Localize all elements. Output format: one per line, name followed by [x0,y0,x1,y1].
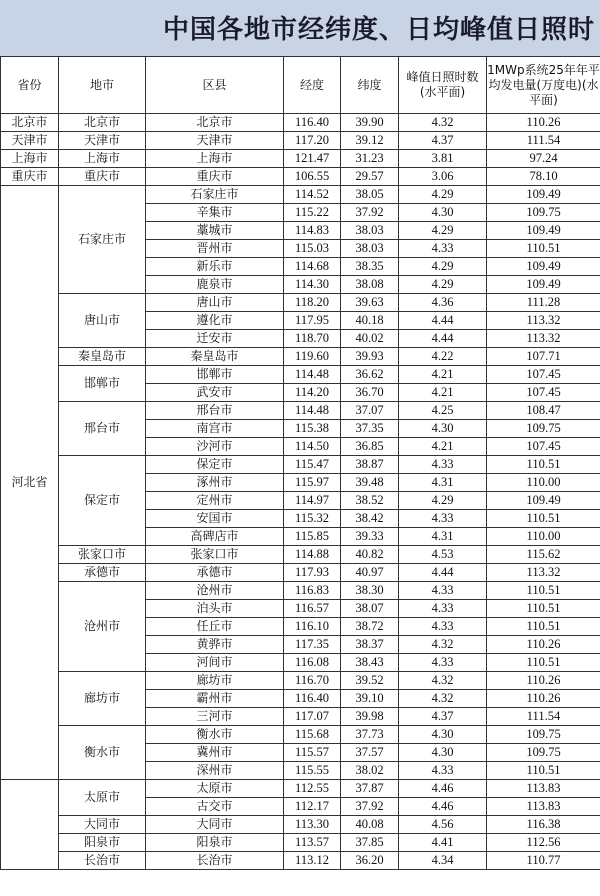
cell-longitude: 115.97 [284,474,341,492]
cell-city: 邯郸市 [59,366,146,402]
cell-latitude: 38.05 [341,186,399,204]
cell-latitude: 36.20 [341,852,399,870]
cell-county: 承德市 [146,564,284,582]
cell-longitude: 116.08 [284,654,341,672]
cell-sun-hours: 4.32 [399,636,487,654]
cell-power: 110.51 [487,456,600,474]
cell-county: 河间市 [146,654,284,672]
cell-county: 辛集市 [146,204,284,222]
cell-longitude: 116.40 [284,690,341,708]
cell-sun-hours: 4.44 [399,564,487,582]
cell-sun-hours: 4.33 [399,456,487,474]
cell-latitude: 38.42 [341,510,399,528]
cell-power: 111.54 [487,708,600,726]
cell-longitude: 116.40 [284,114,341,132]
cell-latitude: 36.62 [341,366,399,384]
cell-longitude: 117.93 [284,564,341,582]
cell-power: 110.51 [487,510,600,528]
cell-county: 藁城市 [146,222,284,240]
cell-county: 涿州市 [146,474,284,492]
cell-longitude: 115.85 [284,528,341,546]
cell-county: 冀州市 [146,744,284,762]
cell-city: 承德市 [59,564,146,582]
cell-sun-hours: 4.30 [399,204,487,222]
cell-longitude: 114.30 [284,276,341,294]
cell-power: 110.26 [487,690,600,708]
cell-latitude: 38.03 [341,240,399,258]
cell-city: 唐山市 [59,294,146,348]
table-row [1,168,600,186]
cell-latitude: 36.70 [341,384,399,402]
cell-power: 78.10 [487,168,600,186]
cell-province: 河北省 [1,186,59,780]
cell-county: 古交市 [146,798,284,816]
cell-power: 107.45 [487,366,600,384]
cell-county: 霸州市 [146,690,284,708]
cell-latitude: 37.73 [341,726,399,744]
cell-longitude: 114.52 [284,186,341,204]
table-row [1,834,600,852]
cell-county: 衡水市 [146,726,284,744]
cell-latitude: 40.02 [341,330,399,348]
cell-longitude: 114.97 [284,492,341,510]
cell-city: 廊坊市 [59,672,146,726]
table-row [1,456,600,474]
cell-county: 太原市 [146,780,284,798]
table-row [1,780,600,798]
cell-city: 张家口市 [59,546,146,564]
cell-city: 太原市 [59,780,146,816]
cell-longitude: 114.20 [284,384,341,402]
cell-power: 113.83 [487,780,600,798]
cell-sun-hours: 4.33 [399,618,487,636]
cell-power: 109.75 [487,420,600,438]
cell-latitude: 40.82 [341,546,399,564]
table-row [1,816,600,834]
cell-longitude: 115.22 [284,204,341,222]
header-row [1,57,600,114]
cell-sun-hours: 4.37 [399,132,487,150]
cell-power: 116.38 [487,816,600,834]
cell-county: 高碑店市 [146,528,284,546]
cell-sun-hours: 4.33 [399,654,487,672]
cell-sun-hours: 3.06 [399,168,487,186]
cell-county: 泊头市 [146,600,284,618]
table-row [1,132,600,150]
cell-sun-hours: 4.30 [399,744,487,762]
cell-county: 南宫市 [146,420,284,438]
cell-power: 110.51 [487,762,600,780]
cell-latitude: 37.87 [341,780,399,798]
cell-longitude: 115.57 [284,744,341,762]
cell-county: 天津市 [146,132,284,150]
cell-latitude: 38.30 [341,582,399,600]
cell-province: 北京市 [1,114,59,132]
cell-latitude: 37.07 [341,402,399,420]
cell-longitude: 112.55 [284,780,341,798]
cell-city: 石家庄市 [59,186,146,294]
header-longitude: 经度 [284,57,341,114]
cell-latitude: 29.57 [341,168,399,186]
cell-county: 三河市 [146,708,284,726]
cell-power: 110.00 [487,528,600,546]
cell-latitude: 38.02 [341,762,399,780]
cell-latitude: 37.35 [341,420,399,438]
cell-longitude: 115.68 [284,726,341,744]
cell-power: 107.45 [487,384,600,402]
cell-sun-hours: 4.53 [399,546,487,564]
cell-province: 重庆市 [1,168,59,186]
cell-sun-hours: 4.32 [399,672,487,690]
cell-longitude: 117.95 [284,312,341,330]
cell-power: 97.24 [487,150,600,168]
table-row [1,366,600,384]
cell-county: 沧州市 [146,582,284,600]
cell-power: 109.75 [487,204,600,222]
cell-longitude: 113.30 [284,816,341,834]
cell-latitude: 40.97 [341,564,399,582]
cell-county: 阳泉市 [146,834,284,852]
cell-county: 长治市 [146,852,284,870]
cell-power: 113.32 [487,312,600,330]
cell-city: 沧州市 [59,582,146,672]
cell-power: 115.62 [487,546,600,564]
table-row [1,582,600,600]
cell-sun-hours: 4.29 [399,222,487,240]
cell-power: 107.45 [487,438,600,456]
cell-latitude: 38.37 [341,636,399,654]
cell-power: 108.47 [487,402,600,420]
cell-sun-hours: 4.30 [399,726,487,744]
cell-longitude: 112.17 [284,798,341,816]
cell-power: 113.83 [487,798,600,816]
cell-sun-hours: 4.33 [399,510,487,528]
cell-longitude: 118.70 [284,330,341,348]
cell-power: 109.49 [487,258,600,276]
cell-sun-hours: 4.33 [399,582,487,600]
cell-latitude: 38.43 [341,654,399,672]
cell-city: 重庆市 [59,168,146,186]
cell-county: 大同市 [146,816,284,834]
cell-county: 遵化市 [146,312,284,330]
table-row [1,852,600,870]
cell-county: 鹿泉市 [146,276,284,294]
table-row [1,402,600,420]
cell-sun-hours: 4.21 [399,384,487,402]
cell-sun-hours: 4.37 [399,708,487,726]
cell-longitude: 118.20 [284,294,341,312]
cell-city: 北京市 [59,114,146,132]
cell-county: 北京市 [146,114,284,132]
cell-latitude: 38.87 [341,456,399,474]
cell-longitude: 114.50 [284,438,341,456]
cell-longitude: 115.38 [284,420,341,438]
header-sun-hours: 峰值日照时数(水平面) [399,57,487,114]
cell-county: 廊坊市 [146,672,284,690]
cell-power: 110.26 [487,672,600,690]
cell-sun-hours: 3.81 [399,150,487,168]
cell-latitude: 38.03 [341,222,399,240]
cell-longitude: 113.57 [284,834,341,852]
cell-latitude: 39.33 [341,528,399,546]
cell-longitude: 116.57 [284,600,341,618]
cell-sun-hours: 4.32 [399,114,487,132]
cell-power: 109.49 [487,186,600,204]
cell-sun-hours: 4.30 [399,420,487,438]
cell-county: 迁安市 [146,330,284,348]
cell-sun-hours: 4.44 [399,330,487,348]
cell-province [1,780,59,870]
cell-latitude: 38.52 [341,492,399,510]
cell-longitude: 116.10 [284,618,341,636]
cell-sun-hours: 4.25 [399,402,487,420]
cell-sun-hours: 4.29 [399,276,487,294]
cell-city: 天津市 [59,132,146,150]
cell-county: 沙河市 [146,438,284,456]
cell-city: 保定市 [59,456,146,546]
cell-sun-hours: 4.44 [399,312,487,330]
header-city: 地市 [59,57,146,114]
cell-power: 109.49 [487,222,600,240]
cell-county: 张家口市 [146,546,284,564]
cell-sun-hours: 4.29 [399,492,487,510]
table-row [1,294,600,312]
cell-latitude: 37.92 [341,204,399,222]
cell-latitude: 39.12 [341,132,399,150]
cell-county: 深州市 [146,762,284,780]
cell-city: 阳泉市 [59,834,146,852]
cell-latitude: 38.08 [341,276,399,294]
cell-power: 109.75 [487,744,600,762]
cell-power: 110.26 [487,636,600,654]
cell-county: 保定市 [146,456,284,474]
cell-latitude: 37.92 [341,798,399,816]
cell-sun-hours: 4.21 [399,438,487,456]
cell-county: 武安市 [146,384,284,402]
cell-county: 晋州市 [146,240,284,258]
cell-sun-hours: 4.33 [399,600,487,618]
title-bar [0,0,600,57]
cell-sun-hours: 4.46 [399,780,487,798]
cell-longitude: 119.60 [284,348,341,366]
table-row [1,726,600,744]
cell-power: 109.75 [487,726,600,744]
cell-longitude: 115.47 [284,456,341,474]
cell-power: 111.54 [487,132,600,150]
cell-city: 秦皇岛市 [59,348,146,366]
cell-longitude: 116.83 [284,582,341,600]
cell-longitude: 114.68 [284,258,341,276]
cell-power: 110.26 [487,114,600,132]
cell-province: 天津市 [1,132,59,150]
table-row [1,114,600,132]
cell-power: 109.49 [487,276,600,294]
table-row [1,186,600,204]
data-table [0,56,600,870]
cell-power: 107.71 [487,348,600,366]
cell-power: 112.56 [487,834,600,852]
cell-power: 113.32 [487,330,600,348]
cell-longitude: 116.70 [284,672,341,690]
cell-city: 邢台市 [59,402,146,456]
cell-sun-hours: 4.36 [399,294,487,312]
cell-county: 新乐市 [146,258,284,276]
cell-longitude: 121.47 [284,150,341,168]
cell-latitude: 38.72 [341,618,399,636]
cell-latitude: 39.52 [341,672,399,690]
cell-power: 110.51 [487,654,600,672]
cell-county: 重庆市 [146,168,284,186]
cell-sun-hours: 4.31 [399,528,487,546]
cell-longitude: 115.55 [284,762,341,780]
cell-power: 110.51 [487,600,600,618]
cell-power: 110.00 [487,474,600,492]
cell-longitude: 113.12 [284,852,341,870]
cell-county: 唐山市 [146,294,284,312]
cell-county: 邯郸市 [146,366,284,384]
cell-sun-hours: 4.33 [399,762,487,780]
cell-power: 110.51 [487,582,600,600]
cell-sun-hours: 4.32 [399,690,487,708]
cell-county: 上海市 [146,150,284,168]
cell-city: 大同市 [59,816,146,834]
cell-power: 109.49 [487,492,600,510]
header-province: 省份 [1,57,59,114]
cell-latitude: 37.85 [341,834,399,852]
cell-sun-hours: 4.34 [399,852,487,870]
cell-sun-hours: 4.56 [399,816,487,834]
cell-power: 113.32 [487,564,600,582]
cell-longitude: 117.20 [284,132,341,150]
table-row [1,150,600,168]
cell-longitude: 117.07 [284,708,341,726]
cell-latitude: 39.48 [341,474,399,492]
cell-latitude: 31.23 [341,150,399,168]
cell-longitude: 117.35 [284,636,341,654]
cell-latitude: 39.98 [341,708,399,726]
cell-sun-hours: 4.22 [399,348,487,366]
cell-sun-hours: 4.33 [399,240,487,258]
cell-county: 黄骅市 [146,636,284,654]
cell-latitude: 40.18 [341,312,399,330]
cell-city: 上海市 [59,150,146,168]
cell-longitude: 114.48 [284,402,341,420]
cell-county: 定州市 [146,492,284,510]
cell-latitude: 40.08 [341,816,399,834]
cell-county: 邢台市 [146,402,284,420]
cell-latitude: 38.07 [341,600,399,618]
cell-longitude: 114.83 [284,222,341,240]
table-row [1,546,600,564]
header-latitude: 纬度 [341,57,399,114]
cell-power: 110.51 [487,240,600,258]
header-power: 1MWp系统25年年平均发电量(万度电)(水平面) [487,57,600,114]
cell-latitude: 39.90 [341,114,399,132]
cell-sun-hours: 4.31 [399,474,487,492]
cell-county: 任丘市 [146,618,284,636]
cell-sun-hours: 4.46 [399,798,487,816]
cell-latitude: 36.85 [341,438,399,456]
cell-city: 长治市 [59,852,146,870]
cell-sun-hours: 4.29 [399,186,487,204]
table-body [1,114,600,870]
cell-city: 衡水市 [59,726,146,780]
table-row [1,672,600,690]
cell-longitude: 114.48 [284,366,341,384]
cell-latitude: 37.57 [341,744,399,762]
sheet-title: 中国各地市经纬度、日均峰值日照时 [163,15,596,45]
header-county: 区县 [146,57,284,114]
cell-county: 秦皇岛市 [146,348,284,366]
cell-power: 110.51 [487,618,600,636]
cell-latitude: 39.93 [341,348,399,366]
table-row [1,348,600,366]
cell-longitude: 115.32 [284,510,341,528]
cell-county: 安国市 [146,510,284,528]
cell-latitude: 39.10 [341,690,399,708]
cell-longitude: 115.03 [284,240,341,258]
cell-longitude: 106.55 [284,168,341,186]
cell-province: 上海市 [1,150,59,168]
cell-longitude: 114.88 [284,546,341,564]
cell-latitude: 39.63 [341,294,399,312]
table-row [1,564,600,582]
cell-sun-hours: 4.21 [399,366,487,384]
cell-county: 石家庄市 [146,186,284,204]
cell-latitude: 38.35 [341,258,399,276]
cell-power: 111.28 [487,294,600,312]
cell-sun-hours: 4.41 [399,834,487,852]
cell-sun-hours: 4.29 [399,258,487,276]
cell-power: 110.77 [487,852,600,870]
